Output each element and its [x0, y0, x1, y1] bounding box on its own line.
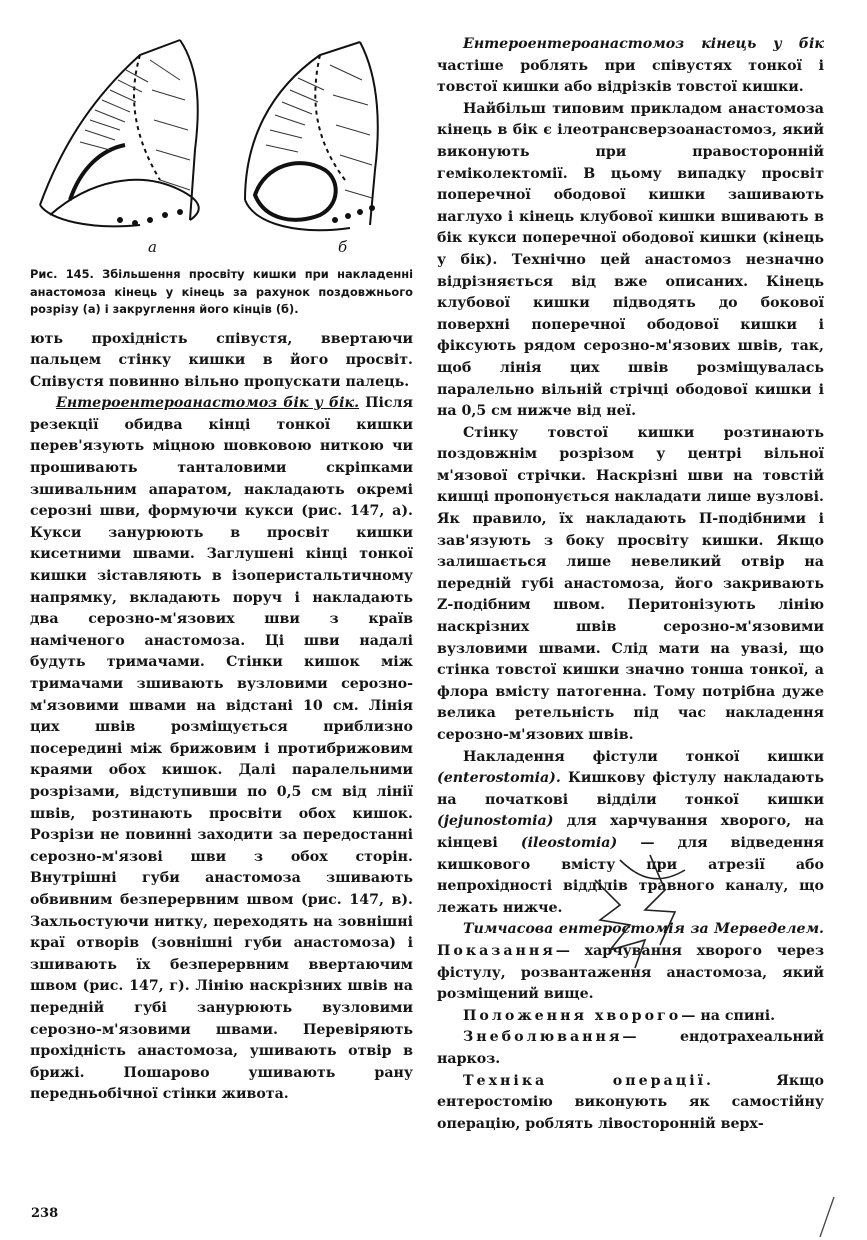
- left-paragraph-1: ють прохідність співустя, ввертаючи пальцем стінку кишки в його просвіт. Співустя повинно вільно пропускати палець.: [30, 330, 413, 390]
- right-paragraph-4-body-3: — для відведення кишкового вмісту при атрезії або непрохідності відділів травного каналу, що лежать нижче.: [437, 834, 824, 916]
- figure-label-b: б: [338, 238, 348, 256]
- right-paragraph-3: Стінку товстої кишки розтинають поздовжнім розрізом у центрі вільної м'язової стрічки. Наскрізні шви на товстій кишці пропонується накладати лише вузлові. Як правило, їх накладають П-подібними і зав'язують з боку просвіту кишки. Якщо залишається лише невеликий отвір на передній губі анастомоза, його закривають Z-подібним швом. Перитонізують лінію наскрізних швів серозно-м'язовими вузловими швами. Слід мати на увазі, що стінка товстої кишки значно тонша тонкої, а флора вмісту патогенна. Тому потрібна дуже велика ретельність під час накладення серозно-м'язових швів.: [437, 424, 824, 743]
- spaced-term-position: Положення хворого: [463, 1007, 682, 1024]
- right-paragraph-4-body-1: Кишкову фістулу накладають на початкові відділи тонкої кишки: [437, 770, 824, 808]
- left-paragraph-2-body: Після резекції обидва кінці тонкої кишки перев'язують міцною шовковою ниткою чи прошивають танталовими скріпками зшивальним апаратом, накладають окремі серозні шви, формуючи кукси (рис. 147, а). Кукси занурюють в просвіт кишки кисетними швами. Заглушені кінці тонкої кишки зіставляють в ізоперистальтичному напрямку, вкладають поруч і накладають два серозно-м'язових шви з країв наміченого анастомоза. Ці шви надалі будуть тримачами. Стінки кишок між тримачами зшивають вузловими серозно-м'язовими швами на відстані 10 см. Лінія цих швів розміщується приблизно посередині між брижовим і протибрижовим краями обох кишок. Далі паралельними розрізами, відступивши по 0,5 см від лінії швів, розтинають просвіти обох кишок. Розрізи не повинні заходити за передостанні серозно-м'язові шви з обох сторін. Внутрішні губи анастомоза зшивають обвивним безперервним швом (рис. 147, в). Захльостуючи нитку, переходять на зовнішні краї отворів (зовнішні губи анастомоза) і зшивають їх безперервним ввертаючим швом (рис. 147, г). Лінію наскрізних швів на передній губі занурюють вузловими серозно-м'язовими швами. Перевіряють прохідність анастомоза, ушивають отвір в брижі. Пошарово ушивають рану передньобічної стінки живота.: [30, 395, 413, 1103]
- right-paragraph-6: [437, 1006, 824, 1028]
- right-paragraph-7-body: — ендотрахеальний наркоз.: [437, 1029, 824, 1067]
- page-number: 238: [31, 1206, 59, 1221]
- section-heading-enterostomia: Накладення фістули тонкої кишки: [463, 748, 824, 765]
- left-paragraph-2: [30, 393, 413, 1106]
- section-heading-merwedel: Тимчасова ентеростомія за Мерведелем.: [463, 921, 824, 938]
- right-paragraph-5-body: — харчування хворого через фістулу, розвантаження анастомоза, який розміщений вище.: [437, 942, 824, 1003]
- section-heading-side-to-side: Ентероентероанастомоз бік у бік.: [56, 395, 360, 412]
- right-paragraph-8-body: Якщо ентеростомію виконують як самостійну операцію, роблять лівосторонній верх-: [437, 1072, 824, 1132]
- latin-term-jejunostomia: (jejunostomia): [437, 813, 554, 830]
- latin-term-ileostomia: (ileostomia): [520, 834, 618, 851]
- intestine-illustration: [30, 30, 413, 245]
- right-paragraph-8: [437, 1071, 824, 1136]
- corner-pencil-mark: [812, 1195, 842, 1240]
- right-paragraph-1-body: частіше роблять при співустях тонкої і товстої кишки або відрізків товстої кишки.: [437, 57, 824, 96]
- right-paragraph-2: Найбільш типовим прикладом анастомоза кінець в бік є ілеотрансверзоанастомоз, який виконують при правосторонній геміколектомії. В цьому випадку просвіт поперечної ободової кишки зашивають наглухо і кінець клубової кишки вшивають в бік кукси поперечної ободової кишки (кінець у бік). Технічно цей анастомоз незначно відрізняється від вже описаних. Кінець клубової кишки підводять до бокової поверхні поперечної ободової кишки і фіксують рядом серозно-м'язових швів, так, щоб лінія цих швів розміщувалась паралельно вільній стрічці ободової кишки і на 0,5 см нижче від неї.: [437, 100, 824, 420]
- right-paragraph-4-body-2: для харчування хворого, на кінцеві: [437, 813, 824, 851]
- figure-label-a: а: [148, 238, 157, 256]
- left-column: [30, 30, 413, 1106]
- spaced-term-indications: Показання: [437, 942, 556, 959]
- spaced-term-technique: Техніка операції.: [463, 1072, 714, 1089]
- spaced-term-anesthesia: Знеболювання: [463, 1029, 623, 1046]
- figure-caption: Рис. 145. Збільшення просвіту кишки при накладенні анастомоза кінець у кінець за рахунок поздовжнього розрізу (а) і закруглення його кінців (б).: [30, 267, 413, 316]
- handwritten-scribble-mark: [590, 850, 700, 970]
- section-heading-end-to-side: Ентероентероанастомоз кінець у бік: [463, 36, 824, 52]
- right-column: [437, 34, 824, 1135]
- right-paragraph-6-body: — на спині.: [681, 1007, 776, 1024]
- right-paragraph-1: [437, 34, 824, 99]
- figure-145: [30, 30, 413, 260]
- latin-term-enterostomia: (enterostomia).: [437, 770, 561, 787]
- right-paragraph-7: [437, 1027, 824, 1070]
